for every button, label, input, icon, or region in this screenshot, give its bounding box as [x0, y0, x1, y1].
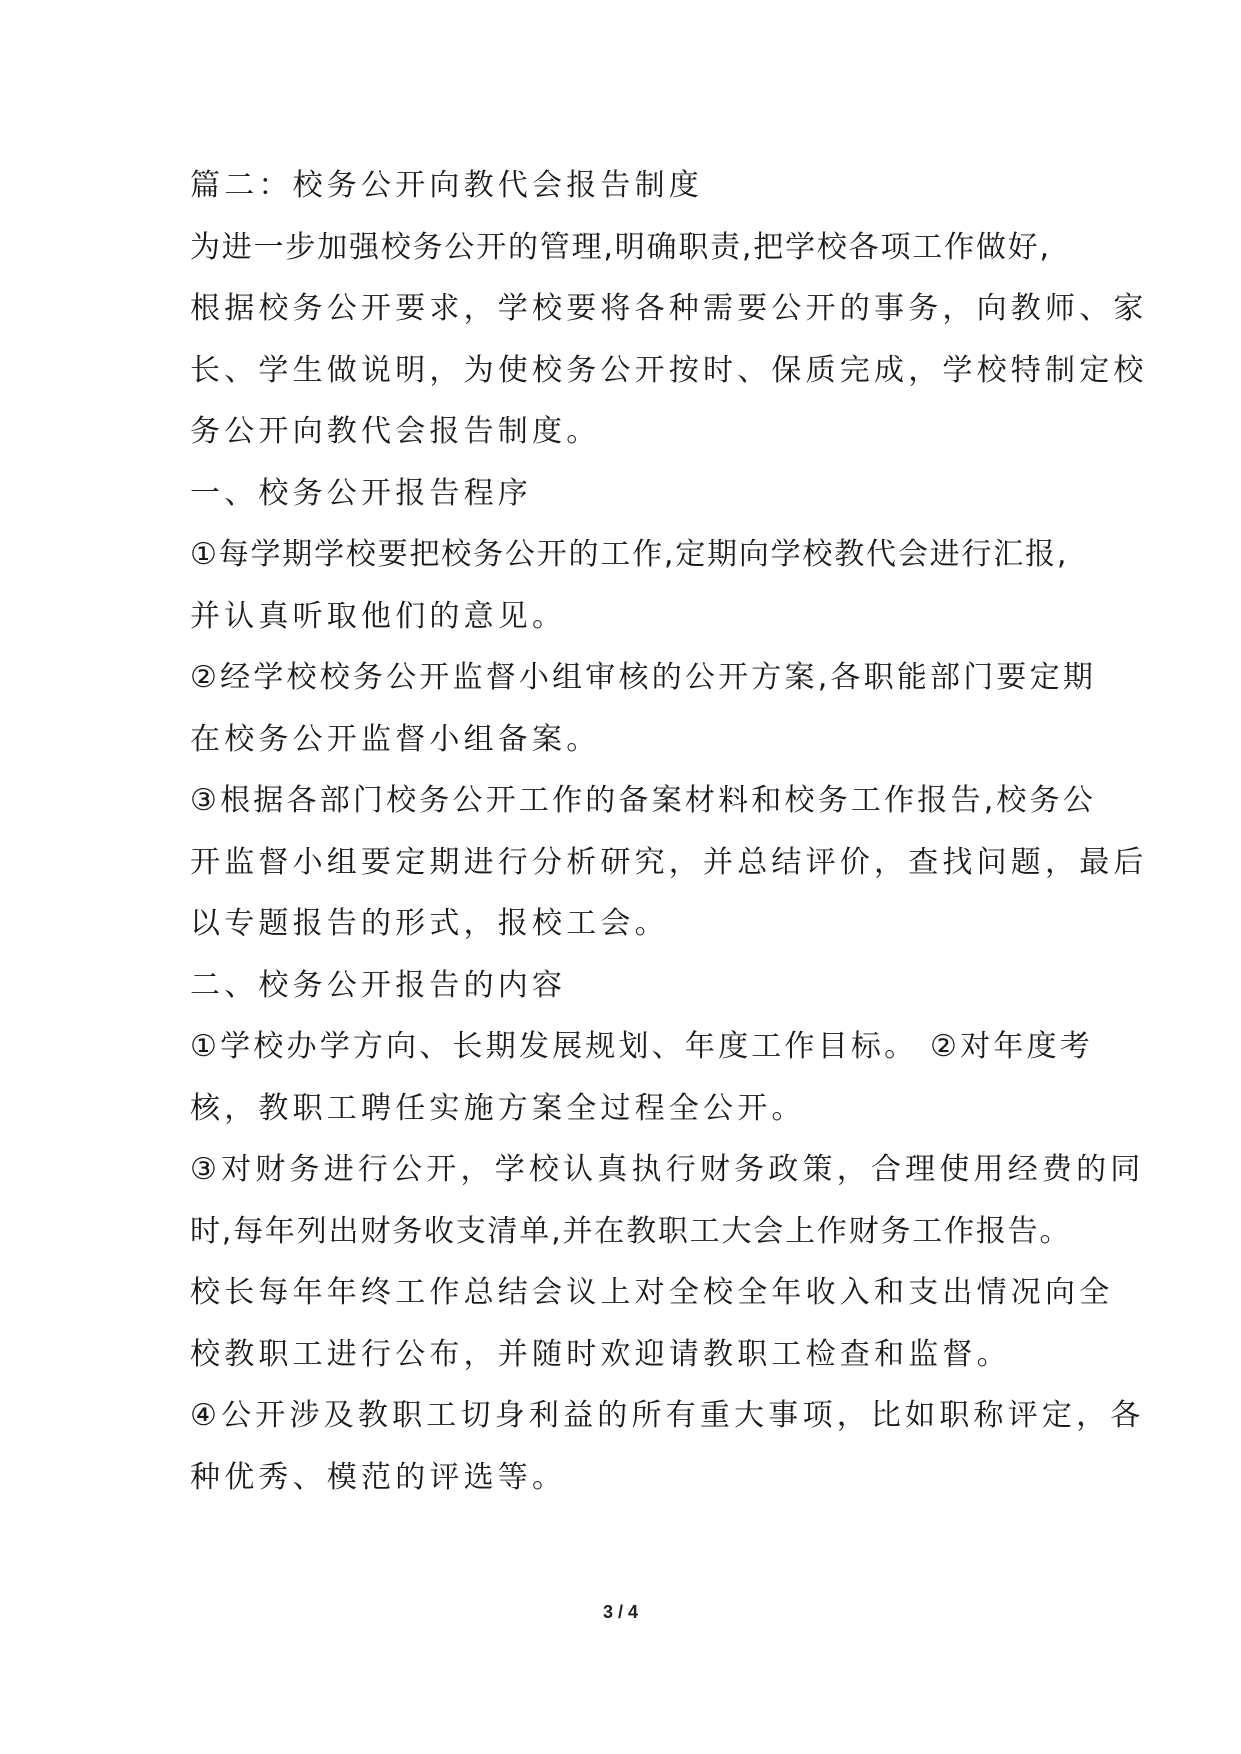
- paragraph-line: 核，教职工聘任实施方案全过程全公开。: [190, 1090, 806, 1126]
- section-heading: 一、校务公开报告程序: [190, 475, 532, 511]
- paragraph-line: ④公开涉及教职工切身利益的所有重大事项，比如职称评定，各: [190, 1398, 1145, 1433]
- paragraph-line: 务公开向教代会报告制度。: [190, 414, 601, 449]
- paragraph-line: ②经学校校务公开监督小组审核的公开方案,各职能部门要定期: [190, 660, 1097, 695]
- paragraph-line: 开监督小组要定期进行分析研究，并总结评价，查找问题，最后: [190, 844, 1148, 880]
- paragraph-line: 时,每年列出财务收支清单,并在教职工大会上作财务工作报告。: [190, 1213, 1072, 1249]
- paragraph-line: 种优秀、模范的评选等。: [190, 1459, 567, 1495]
- paragraph-line: ①每学期学校要把校务公开的工作,定期向学校教代会进行汇报,: [190, 537, 1069, 572]
- paragraph-line: 并认真听取他们的意见。: [190, 598, 567, 634]
- paragraph-line: ①学校办学方向、长期发展规划、年度工作目标。 ②对年度考: [190, 1029, 1093, 1064]
- section-heading: 二、校务公开报告的内容: [190, 967, 567, 1003]
- paragraph-line: 在校务公开监督小组备案。: [190, 721, 601, 757]
- document-body: [190, 155, 1148, 1508]
- paragraph-line: ③对财务进行公开，学校认真执行财务政策，合理使用经费的同: [190, 1152, 1145, 1187]
- paragraph-line: 校长每年年终工作总结会议上对全校全年收入和支出情况向全: [190, 1275, 1114, 1310]
- section-title: 篇二：校务公开向教代会报告制度: [190, 168, 703, 203]
- paragraph-line: 校教职工进行公布，并随时欢迎请教职工检查和监督。: [190, 1336, 1011, 1372]
- paragraph-line: 根据校务公开要求，学校要将各种需要公开的事务，向教师、家: [190, 291, 1148, 326]
- paragraph-line: ③根据各部门校务公开工作的备案材料和校务工作报告,校务公: [190, 783, 1097, 818]
- paragraph-line: 以专题报告的形式，报校工会。: [190, 906, 669, 941]
- paragraph-line: 长、学生做说明，为使校务公开按时、保质完成，学校特制定校: [190, 352, 1148, 388]
- paragraph-line: 为进一步加强校务公开的管理,明确职责,把学校各项工作做好,: [190, 229, 1051, 265]
- page-number: 3 / 4: [602, 1602, 639, 1622]
